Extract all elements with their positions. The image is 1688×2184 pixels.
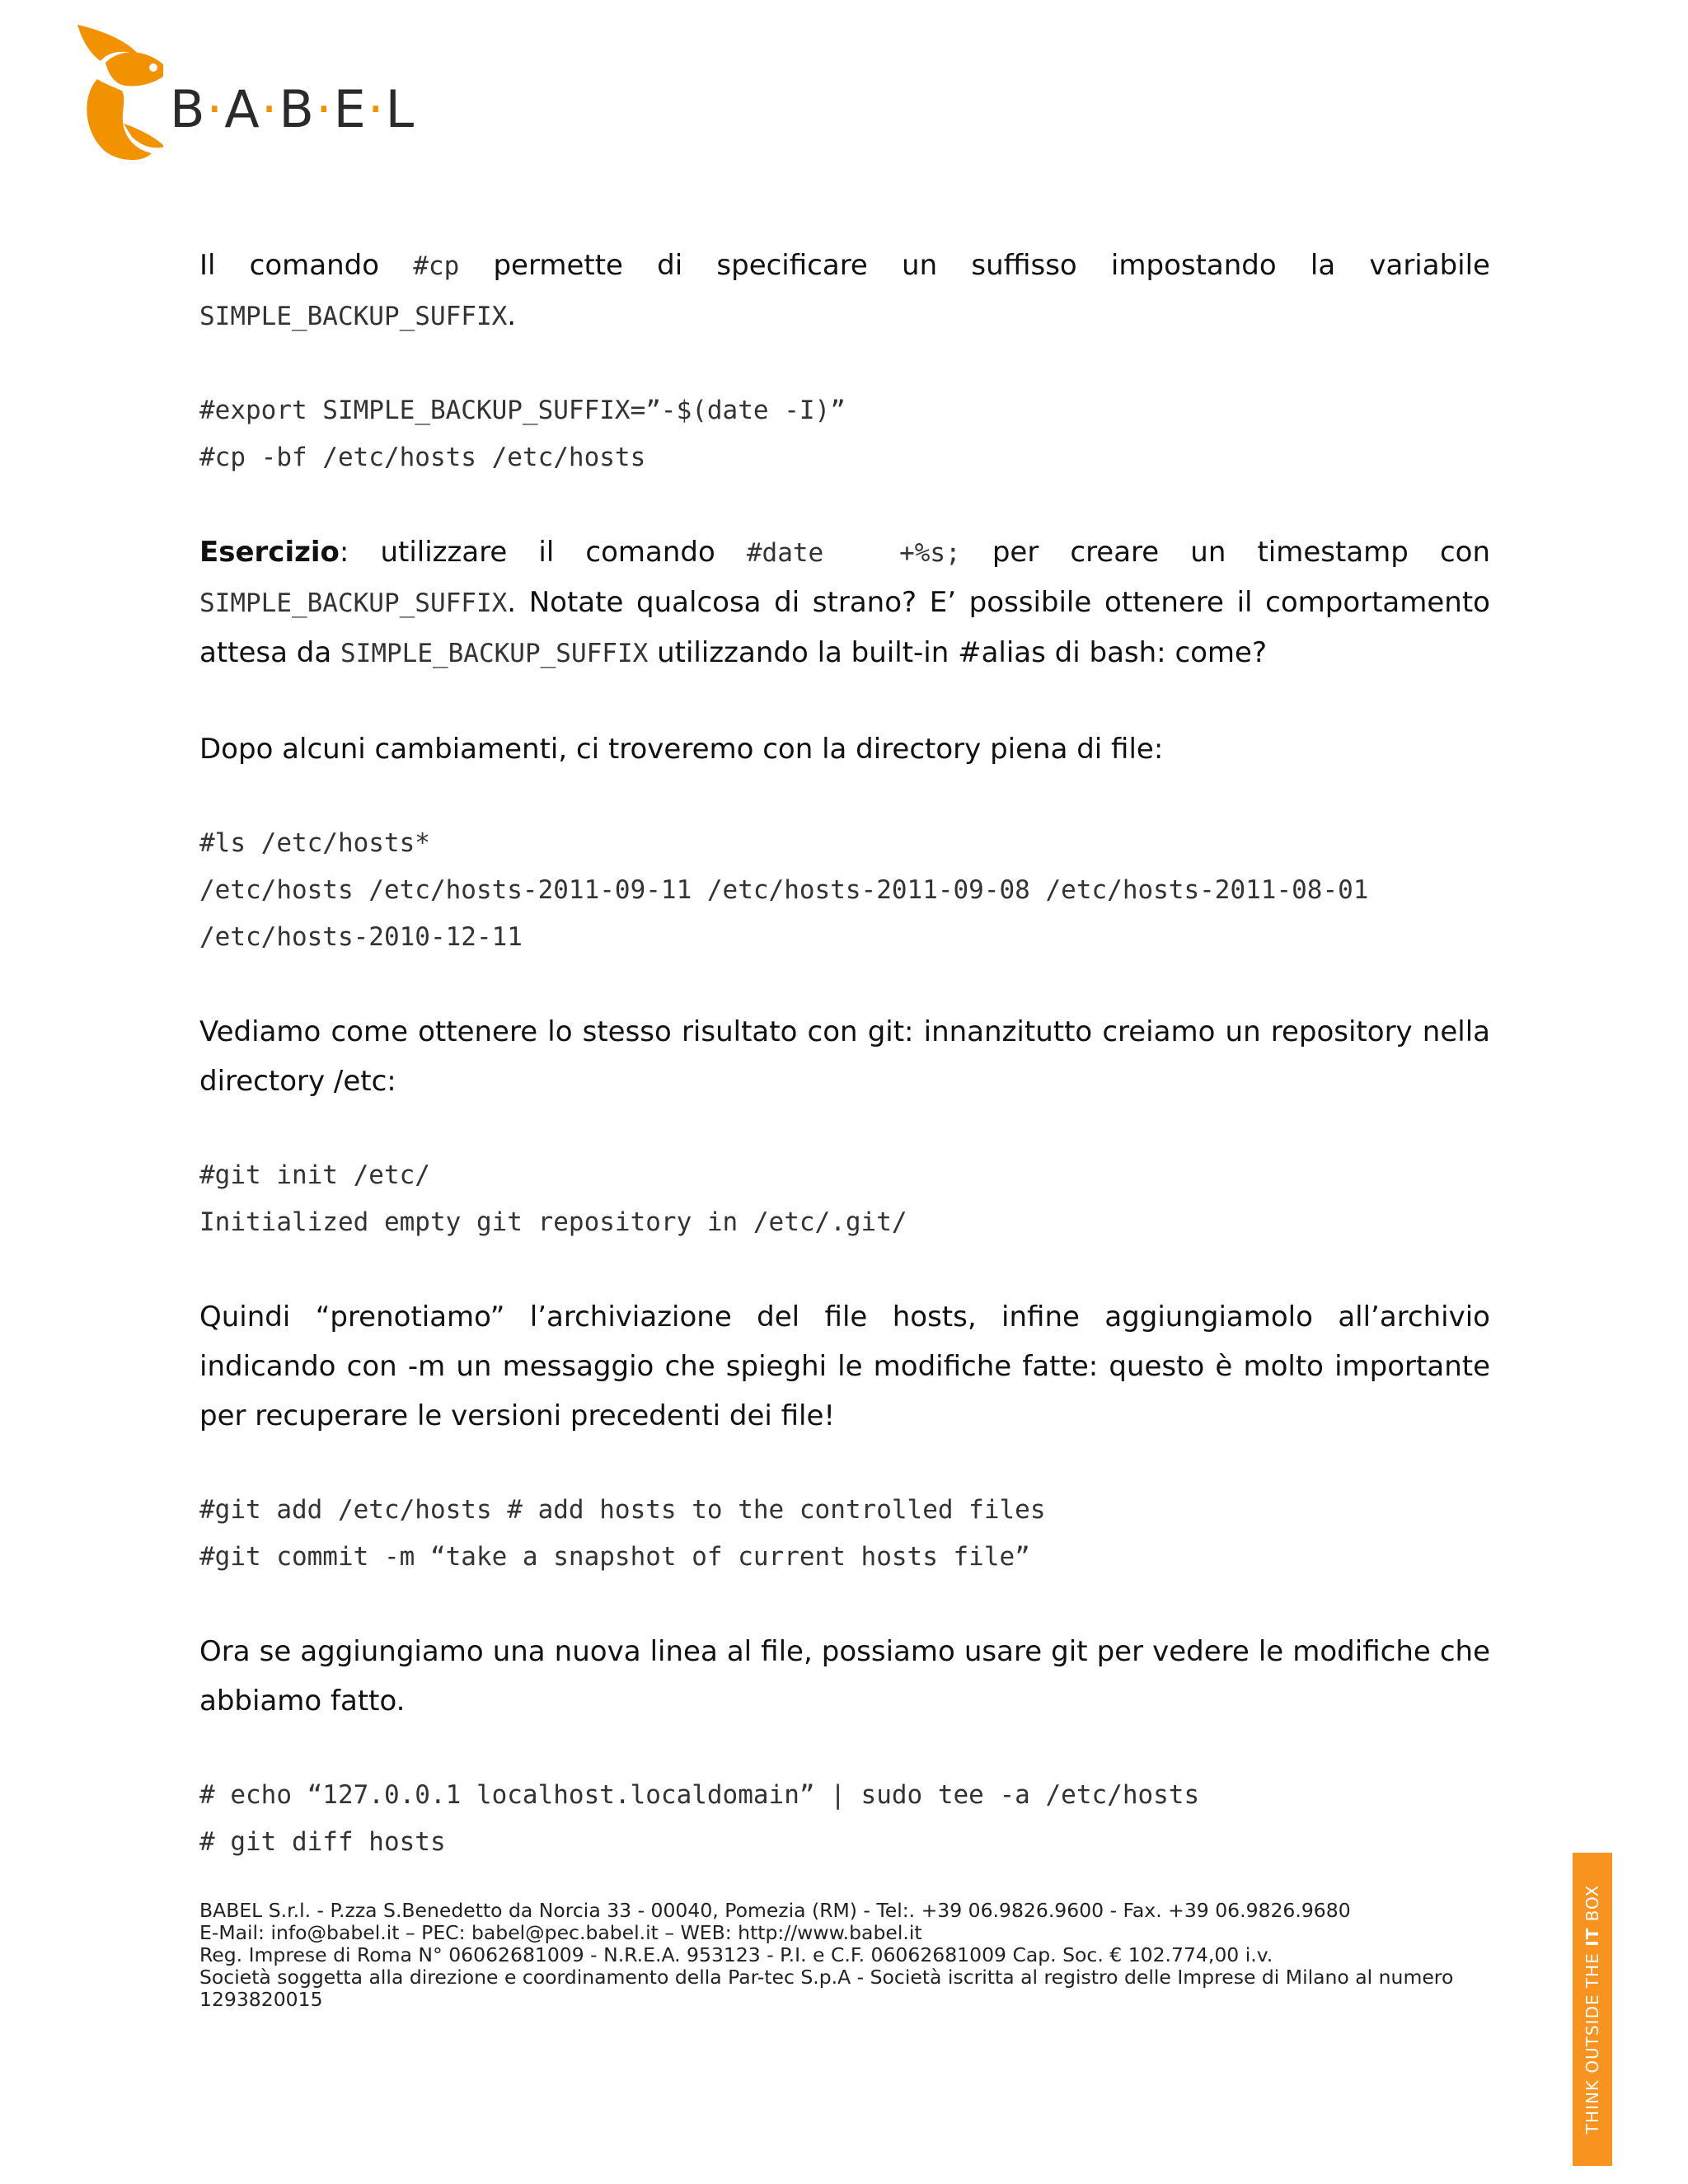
document-body [199, 241, 1490, 1866]
paragraph-git-commit: Quindi “prenotiamo” l’archiviazione del file hosts, infine aggiungiamolo all’archivio indicando con -m un messaggio che spieghi le modifiche fatte: questo è molto importante per recuperare le versioni precedenti dei file! [199, 1301, 1490, 1432]
code-line: # echo “127.0.0.1 localhost.localdomain” | sudo tee -a /etc/hosts [199, 1780, 1200, 1810]
code-line: #git add /etc/hosts # add hosts to the controlled files [199, 1495, 1046, 1525]
paragraph-directory: Dopo alcuni cambiamenti, ci troveremo con la directory piena di file: [199, 733, 1164, 766]
code-line: #git commit -m “take a snapshot of current hosts file” [199, 1542, 1030, 1572]
code-line: /etc/hosts-2010-12-11 [199, 922, 523, 952]
footer-registry-number: 1293820015 [199, 1988, 323, 2011]
paragraph-git-repo: Vediamo come ottenere lo stesso risultato con git: innanzitutto creiamo un repository nella directory /etc: [199, 1015, 1490, 1098]
paragraph-cp-suffix: Il comando #cp permette di specificare un suffisso impostando la variabile SIMPLE_BACKUP_SUFFIX. [199, 249, 1490, 332]
side-tagline-tab [1573, 1853, 1612, 2166]
code-line: /etc/hosts /etc/hosts-2011-09-11 /etc/hosts-2011-09-08 /etc/hosts-2011-08-01 [199, 875, 1369, 905]
paragraph-esercizio: Esercizio: utilizzare il comando #date +%s; per creare un timestamp con SIMPLE_BACKUP_SUFFIX. Notate qualcosa di strano? E’ possibile ottenere il comportamento attesa da SIMPLE_BACKUP_SUFFIX utilizzando la built-in #alias di bash: come? [199, 536, 1490, 669]
fish-logo-icon [73, 21, 163, 162]
paragraph-git-diff: Ora se aggiungiamo una nuova linea al file, possiamo usare git per vedere le modifiche che abbiamo fatto. [199, 1635, 1490, 1718]
code-line: #git init /etc/ [199, 1160, 430, 1190]
code-line: #export SIMPLE_BACKUP_SUFFIX=”-$(date -I)” [199, 396, 846, 425]
code-line: #ls /etc/hosts* [199, 828, 430, 858]
footer-contacts: E-Mail: info@babel.it – PEC: babel@pec.babel.it – WEB: http://www.babel.it [199, 1921, 922, 1944]
side-tagline: THINK OUTSIDE THE IT BOX [1582, 1884, 1602, 2135]
footer-registry: Reg. Imprese di Roma N° 06062681009 - N.R.E.A. 953123 - P.I. e C.F. 06062681009 Cap. Soc. € 102.774,00 i.v. [199, 1943, 1273, 1966]
babel-logo [73, 21, 468, 162]
code-line: Initialized empty git repository in /etc/.git/ [199, 1207, 907, 1237]
code-line: # git diff hosts [199, 1827, 446, 1857]
code-line: #cp -bf /etc/hosts /etc/hosts [199, 443, 646, 472]
company-footer [199, 1900, 1518, 2011]
footer-parent-company: Società soggetta alla direzione e coordinamento della Par-tec S.p.A - Società iscritta al registro delle Imprese di Milano al numero [199, 1966, 1454, 1989]
footer-address: BABEL S.r.l. - P.zza S.Benedetto da Norcia 33 - 00040, Pomezia (RM) - Tel:. +39 06.9826.9600 - Fax. +39 06.9826.9680 [199, 1899, 1351, 1922]
logo-wordmark: B·A·B·E·L [170, 79, 416, 139]
